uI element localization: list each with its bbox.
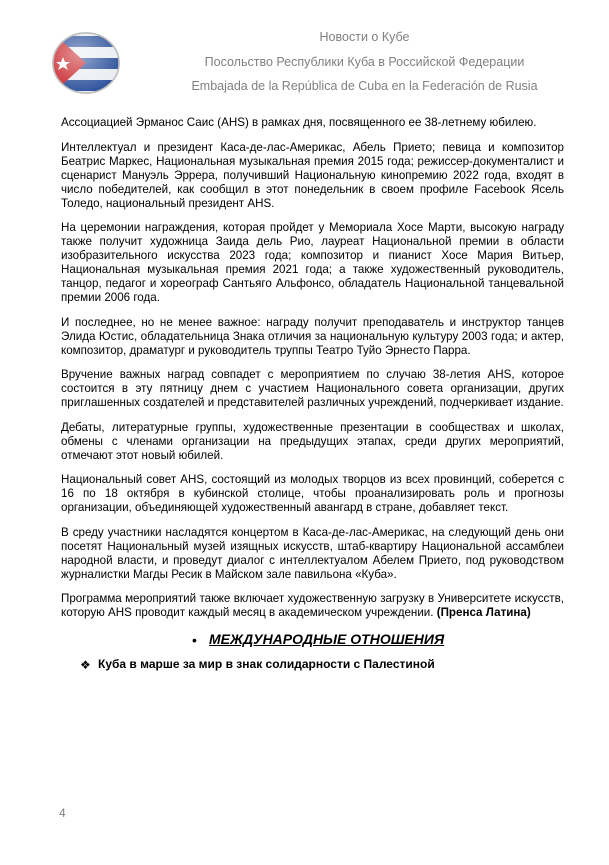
paragraph: Вручение важных наград совпадет с мероприятием по случаю 38-летия AHS, которое состоится в эту пятницу днем с участием Национального совета организации, других приглашенных создателей и представителей различных учреждений, подчеркивает издание. (61, 368, 564, 409)
source-credit: (Пренса Латина) (436, 606, 531, 619)
paragraph: В среду участники насладятся концертом в Каса-де-лас-Америкас, на следующий день они посетят Национальный музей изящных искусств, штаб-квартиру Национальной ассамблеи народной власти, и проведут диалог с интеллектуалом Абелем Прието, под руководством журналистки Магды Ресик в Майском зале павильона «Куба». (61, 525, 564, 581)
cuban-flag-logo-icon (50, 26, 122, 98)
paragraph: Дебаты, литературные группы, художественные презентации в сообществах и школах, обмены с членами организации на предыдущих этапах, среди других мероприятий, отмечают этот новый юбилей. (61, 420, 564, 462)
header-title: Новости о Кубе (319, 30, 410, 44)
paragraph: Ассоциацией Эрманос Саис (AHS) в рамках дня, посвященного ее 38-летнему юбилею. (61, 116, 537, 129)
diamond-bullet-icon: ❖ (80, 657, 91, 672)
section-heading (61, 631, 564, 653)
paragraph: На церемонии награждения, которая пройдет у Мемориала Хосе Марти, высокую награду также получит художница Заида дель Рио, лауреат Национальной премии в области изобразительного искусства 2023 года; композитор и пианист Хосе Мария Витьер, Национальная музыкальная премия 2021 года; а также художественный руководитель, танцор, педагог и хореограф Сантьяго Альфонсо, обладатель Национальной танцевальной премии 2006 года. (61, 221, 564, 304)
page-number: 4 (59, 806, 66, 820)
page-header (0, 0, 609, 110)
article-body (61, 116, 564, 675)
header-embassy-es: Embajada de la República de Cuba en la Federación de Rusia (191, 79, 538, 93)
header-embassy-ru: Посольство Республики Куба в Российской Федерации (204, 55, 525, 69)
paragraph: Национальный совет AHS, состоящий из молодых творцов из всех провинций, соберется с 16 по 18 октября в кубинской столице, чтобы проанализировать роль и прогнозы организации, объединяющей художественный авангард в стране, добавляет текст. (61, 473, 564, 514)
paragraph: Интеллектуал и президент Каса-де-лас-Америкас, Абель Прието; певица и композитор Беатрис Маркес, Национальная музыкальная премия 2015 года; режиссер-документалист и сценарист Мануэль Эррера, получивший Национальную кинопремию 2022 года, входят в число победителей, как сообщил в этот понедельник в своем профиле Facebook Ясель Толедо, национальный президент AHS. (61, 140, 564, 210)
paragraph: И последнее, но не менее важное: награду получит преподаватель и инструктор танцев Элида Юстис, обладательница Знака отличия за национальную культуру 2003 года; и актер, композитор, драматург и руководитель труппы Театро Туйо Эрнесто Парра. (61, 315, 564, 357)
subheading-title: Куба в марше за мир в знак солидарности с Палестиной (98, 656, 435, 671)
paragraph-text: Программа мероприятий также включает художественную загрузку в Университете искусств, которую AHS проводит каждый месяц в академическом учреждении. (61, 592, 564, 619)
section-title: МЕЖДУНАРОДНЫЕ ОТНОШЕНИЯ (209, 630, 445, 647)
bullet-icon: • (192, 631, 197, 648)
subheading (61, 657, 564, 675)
paragraph-last (61, 592, 564, 620)
